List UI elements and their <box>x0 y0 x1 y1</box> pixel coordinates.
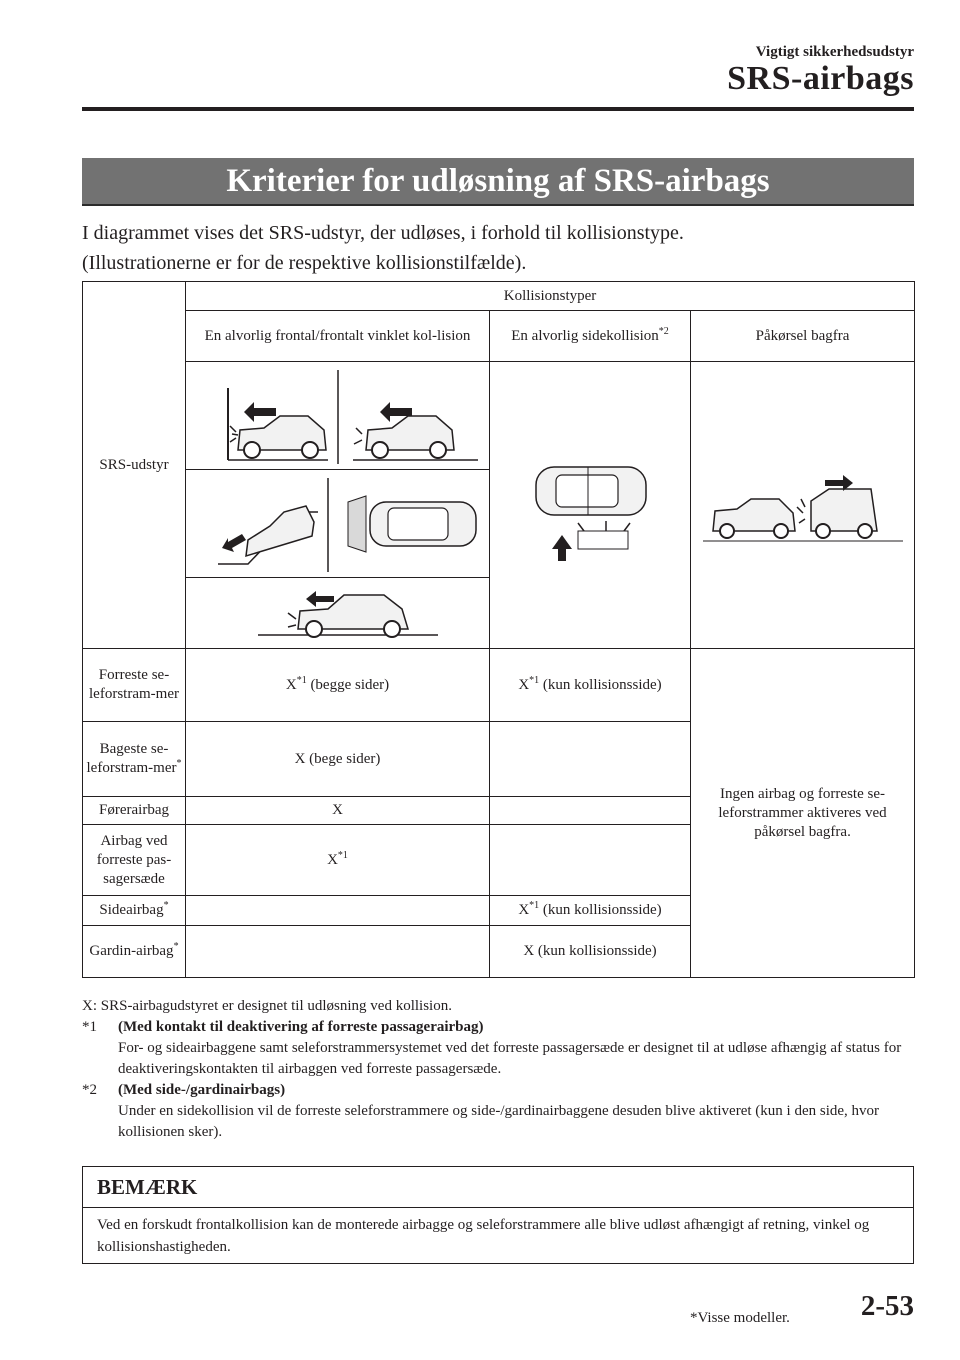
intro-line-2: (Illustrationerne er for de respektive kollisionstilfælde). <box>82 252 527 274</box>
row-label-front-pretensioners: Forreste se-leforstram-mer <box>83 649 186 722</box>
curtain-airbag-side: X (kun kollisionsside) <box>490 926 691 978</box>
angled-collision-illustration <box>188 472 488 576</box>
driver-airbag-frontal: X <box>186 797 490 825</box>
rear-collision-note: Ingen airbag og forreste se-leforstrammer aktiveres ved påkørsel bagfra. <box>691 649 915 978</box>
page-number: 2-53 <box>860 1290 914 1322</box>
side-airbag-frontal <box>186 896 490 926</box>
offset-collision-illustration <box>188 579 488 647</box>
section-banner: Kriterier for udløsning af SRS-airbags <box>82 158 914 206</box>
footnote-2 <box>82 1080 914 1101</box>
header-rule <box>82 107 914 111</box>
frontal-collision-illustration <box>188 364 488 468</box>
angled-illustration-cell <box>186 470 490 578</box>
row-label-driver-airbag: Førerairbag <box>83 797 186 825</box>
side-illustration-cell <box>490 362 691 649</box>
footer-note: *Visse modeller. <box>690 1310 790 1326</box>
section-label: Vigtigt sikkerhedsudstyr <box>755 44 914 60</box>
side-collision-header: En alvorlig sidekollision$^{*2}$ <box>490 311 691 362</box>
row-label-curtain-airbag: Gardin-airbag* <box>83 926 186 978</box>
front-pretensioners-side: $X^{*1}$ (kun kollisionsside) <box>490 649 691 722</box>
side-collision-illustration <box>492 363 688 647</box>
front-pretensioners-frontal: $X^{*1}$ (begge sider) <box>186 649 490 722</box>
page-title: SRS-airbags <box>727 60 914 97</box>
passenger-airbag-side <box>490 825 691 896</box>
offset-illustration-cell <box>186 578 490 649</box>
footnote-1-body: For- og sideairbaggene samt seleforstrammersystemet ved det forreste passagersæde er designet til at udløse afhængig af status for deaktiveringskontakten til airbaggen ved forreste passagersæde. <box>118 1040 902 1077</box>
footnote-2-body: Under en sidekollision vil de forreste seleforstrammere og side-/gardinairbaggene desuden blive aktiveret (kun i den side, hvor kollisionen sker). <box>118 1103 880 1140</box>
srs-equipment-header: SRS-udstyr <box>83 282 186 649</box>
curtain-airbag-frontal <box>186 926 490 978</box>
rear-collision-illustration <box>693 363 913 647</box>
footnote-1 <box>82 1017 914 1038</box>
frontal-collision-header: En alvorlig frontal/frontalt vinklet kol-lision <box>186 311 490 362</box>
row-label-passenger-airbag: Airbag ved forreste pas-sagersæde <box>83 825 186 896</box>
note-box <box>82 1166 914 1264</box>
deployment-table <box>82 281 915 978</box>
passenger-airbag-frontal: $X^{*1}$ <box>186 825 490 896</box>
legend-note: X: SRS-airbagudstyret er designet til udløsning ved kollision. <box>82 998 452 1014</box>
row-label-side-airbag: Sideairbag* <box>83 896 186 926</box>
rear-illustration-cell <box>691 362 915 649</box>
driver-airbag-side <box>490 797 691 825</box>
side-airbag-side: $X^{*1}$ (kun kollisionsside) <box>490 896 691 926</box>
intro-text <box>82 218 684 278</box>
collision-types-header: Kollisionstyper <box>186 282 915 311</box>
rear-pretensioners-frontal: X (bege sider) <box>186 722 490 797</box>
footnote-1-title: (Med kontakt til deaktivering af forreste passagerairbag) <box>118 1019 484 1035</box>
footnote-1-mark: *1 <box>82 1019 97 1035</box>
intro-line-1: I diagrammet vises det SRS-udstyr, der udløses, i forhold til kollisionstype. <box>82 222 684 244</box>
footnote-2-mark: *2 <box>82 1082 97 1098</box>
frontal-illustration-cell <box>186 362 490 470</box>
rear-pretensioners-side <box>490 722 691 797</box>
row-label-rear-pretensioners: Bageste se-leforstram-mer* <box>83 722 186 797</box>
footnote-2-title: (Med side-/gardinairbags) <box>118 1082 286 1098</box>
rear-collision-header: Påkørsel bagfra <box>691 311 915 362</box>
table-notes <box>82 996 914 1143</box>
note-title: BEMÆRK <box>83 1167 913 1208</box>
note-body: Ved en forskudt frontalkollision kan de monterede airbagge og seleforstrammere alle blive udløst afhængigt af retning, vinkel og kollisionshastigheden. <box>97 1217 870 1255</box>
